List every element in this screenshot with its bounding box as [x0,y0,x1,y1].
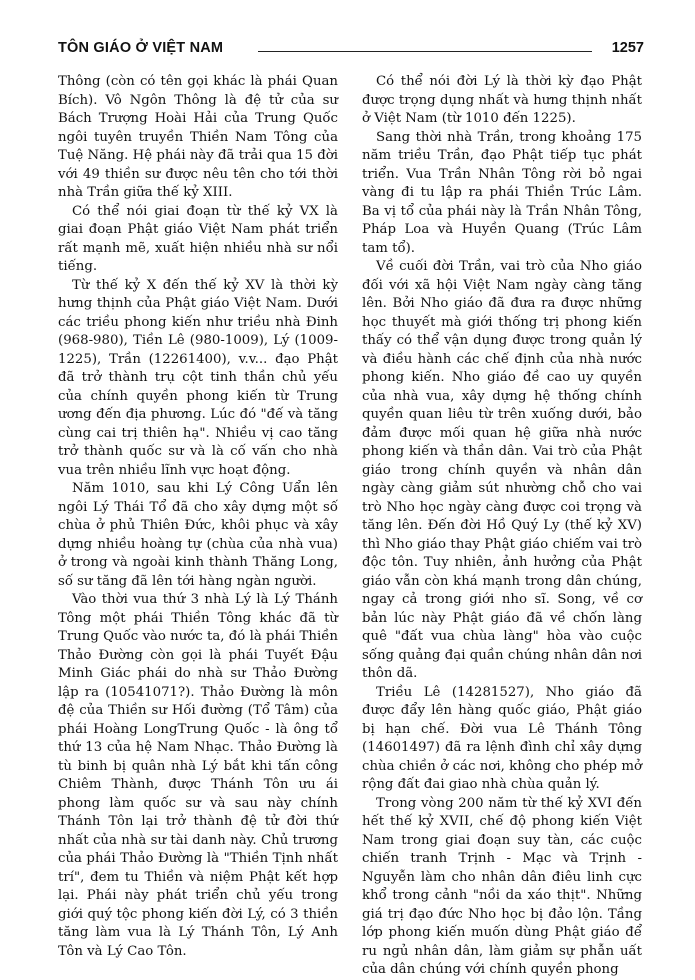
right-column [362,73,642,980]
paragraph: Thông (còn có tên gọi khác là phái Quan Bích). Vô Ngôn Thông là đệ tử của sư Bách Trượng Hoài Hải của Trung Quốc ngôi tuyên truyền Thiền Nam Tông của Tuệ Năng. Hệ phái này đã trải qua 15 đời với 49 thiền sư được nêu tên cho tới thời nhà Trần giữa thế kỷ XIII. [58,74,338,200]
paragraph: Từ thế kỷ X đến thế kỷ XV là thời kỳ hưng thịnh của Phật giáo Việt Nam. Dưới các triều phong kiến như triều nhà Đinh (968-980), Tiền Lê (980-1009), Lý (1009-1225), Trần (12261400), v.v... đạo Phật đã trở thành trụ cột tinh thần chủ yếu của chính quyền phong kiến từ Trung ương đến địa phương. Lúc đó "đế và tăng cùng cai trị thiên hạ". Nhiều vị cao tăng trở thành quốc sư và là cố vấn cho nhà vua trên nhiều lĩnh vực hoạt động. [58,277,338,478]
page-number: 1257 [611,40,644,56]
paragraph: Về cuối đời Trần, vai trò của Nho giáo đối với xã hội Việt Nam ngày càng tăng lên. Bởi Nho giáo đã đưa ra được những học thuyết mà giới thống trị phong kiến thấy có thể vận dụng được trong quản lý và điều hành các chế định của nhà nước phong kiến. Nho giáo đề cao uy quyền của nhà vua, xây dựng hệ thống chính quyền quan liêu từ trên xuống dưới, bảo đảm được mối quan hệ giữa nhà nước phong kiến và thần dân. Vai trò của Phật giáo trong chính quyền và nhân dân ngày càng giảm sút nhường chỗ cho vai trò Nho học ngày càng được coi trọng và tăng lên. Đến đời Hồ Quý Ly (thế kỷ XV) thì Nho giáo thay Phật giáo chiếm vai trò độc tôn. Tuy nhiên, ảnh hưởng của Phật giáo vẫn còn khá mạnh trong dân chúng, ngay cả trong giới nho sĩ. Song, về cơ bản lúc này Phật giáo đã về chốn làng quê "đất vua chùa làng" hòa vào cuộc sống quảng đại quần chúng nhân dân nơi thôn dã. [362,259,642,681]
paragraph: Triều Lê (14281527), Nho giáo đã được đẩy lên hàng quốc giáo, Phật giáo bị hạn chế. Đời vua Lê Thánh Tông (14601497) đã ra lệnh đình chỉ xây dựng chùa chiền ở các nơi, không cho phép mở rộng đất đai giao nhà chùa quản lý. [362,684,642,792]
paragraph: Năm 1010, sau khi Lý Công Uẩn lên ngôi Lý Thái Tổ đã cho xây dựng một số chùa ở phủ Thiên Đức, khôi phục và xây dựng nhiều hoàng tự (chùa của nhà vua) ở trong và ngoài kinh thành Thăng Long, số sư tăng đã lên tới hàng ngàn người. [58,481,338,589]
paragraph: Có thể nói đời Lý là thời kỳ đạo Phật được trọng dụng nhất và hưng thịnh nhất ở Việt Nam (từ 1010 đến 1225). [362,74,642,126]
paragraph: Trong vòng 200 năm từ thế kỷ XVI đến hết thế kỷ XVII, chế độ phong kiến Việt Nam trong giai đoạn suy tàn, các cuộc chiến tranh Trịnh - Mạc và Trịnh - Nguyễn làm cho nhân dân điêu linh cực khổ trong cảnh "nồi da xáo thịt". Những giá trị đạo đức Nho học bị đảo lộn. Tầng lớp phong kiến muốn dùng Phật giáo để ru ngủ nhân dân, làm giảm sự phẫn uất của dân chúng với chính quyền phong [362,795,642,977]
header-title: TÔN GIÁO Ở VIỆT NAM [58,40,224,56]
header-rule [258,51,592,52]
paragraph: Vào thời vua thứ 3 nhà Lý là Lý Thánh Tông một phái Thiền Tông khác đã từ Trung Quốc vào nước ta, đó là phái Thiền Thảo Đường còn gọi là phái Tuyết Đậu Minh Giác phái do nhà sư Thảo Đường lập ra (10541071?). Thảo Đường là môn đệ của Thiền sư Hối đường (Tổ Tâm) của phái Hoàng LongTrung Quốc - là ông tổ thứ 13 của hệ Nam Nhạc. Thảo Đường là tù binh bị quân nhà Lý bắt khi tấn công Chiêm Thành, được Thánh Tôn ưu ái phong làm quốc sư và sau này chính Thánh Tôn lại trở thành đệ tử đời thứ nhất của nhà sư tài danh này. Chủ trương của phái Thảo Đường là "Thiền Tịnh nhất trí", đem tu Thiền và niệm Phật kết hợp lại. Phái này phát triển chủ yếu trong giới quý tộc phong kiến đời Lý, có 3 thiền tăng làm vua là Lý Thánh Tôn, Lý Anh Tôn và Lý Cao Tôn. [58,592,338,959]
running-header [58,40,644,62]
left-column [58,73,338,961]
paragraph: Sang thời nhà Trần, trong khoảng 175 năm triều Trần, đạo Phật tiếp tục phát triển. Vua Trần Nhân Tông rời bỏ ngai vàng đi tu lập ra phái Thiền Trúc Lâm. Ba vị tổ của phái này là Trần Nhân Tông, Pháp Loa và Huyền Quang (Trúc Lâm tam tổ). [362,129,642,256]
paragraph: Có thể nói giai đoạn từ thế kỷ VX là giai đoạn Phật giáo Việt Nam phát triển rất mạnh mẽ, xuất hiện nhiều nhà sư nổi tiếng. [58,203,338,274]
